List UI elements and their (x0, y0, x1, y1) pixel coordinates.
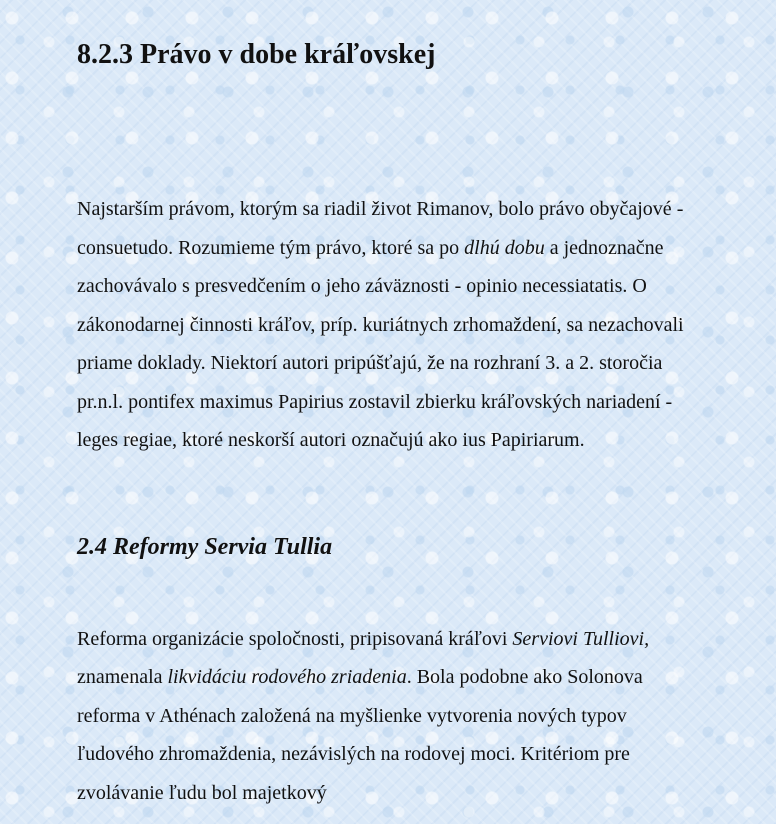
subsection-title: 2.4 Reformy Servia Tullia (77, 533, 333, 560)
paragraph-emphasis: likvidáciu rodového zriadenia (167, 666, 407, 688)
section-paragraph (77, 190, 697, 460)
paragraph-text: . Bola podobne ako Solonova reforma v Athénach založená na myšlienke vytvorenia nových typov ľudového zhromaždenia, nezávislých na rodovej moci. Kritériom pre zvolávanie ľudu bol majetkový (77, 666, 643, 804)
document-page (77, 0, 697, 812)
paragraph-text: znamenala (77, 666, 168, 688)
paragraph-emphasis: dlhú dobu (464, 236, 545, 259)
paragraph-text: Najstarším právom, ktorým sa riadil život Rimanov, bolo právo obyčajové - consuetudo. Rozumieme tým právo, ktoré sa po (77, 198, 684, 259)
paragraph-text: a jednoznačne zachovávalo s presvedčením o jeho záväznosti - opinio necessiatatis. O zákonodarnej činnosti kráľov, príp. kuriátnych zrhomaždení, sa nezachovali priame doklady. Niektorí autori pripúšťajú, že na rozhraní 3. a 2. storočia pr.n.l. pontifex maximus Papirius zostavil zbierku kráľovských nariadení - leges regiae, ktoré neskorší autori označujú ako ius Papiriarum. (77, 236, 684, 451)
paragraph-text: Reforma organizácie spoločnosti, pripisovaná kráľovi (77, 627, 513, 650)
subsection-paragraph (77, 620, 697, 813)
paragraph-emphasis: Serviovi Tulliovi, (512, 627, 650, 650)
section-title: 8.2.3 Právo v dobe kráľovskej (77, 39, 436, 70)
